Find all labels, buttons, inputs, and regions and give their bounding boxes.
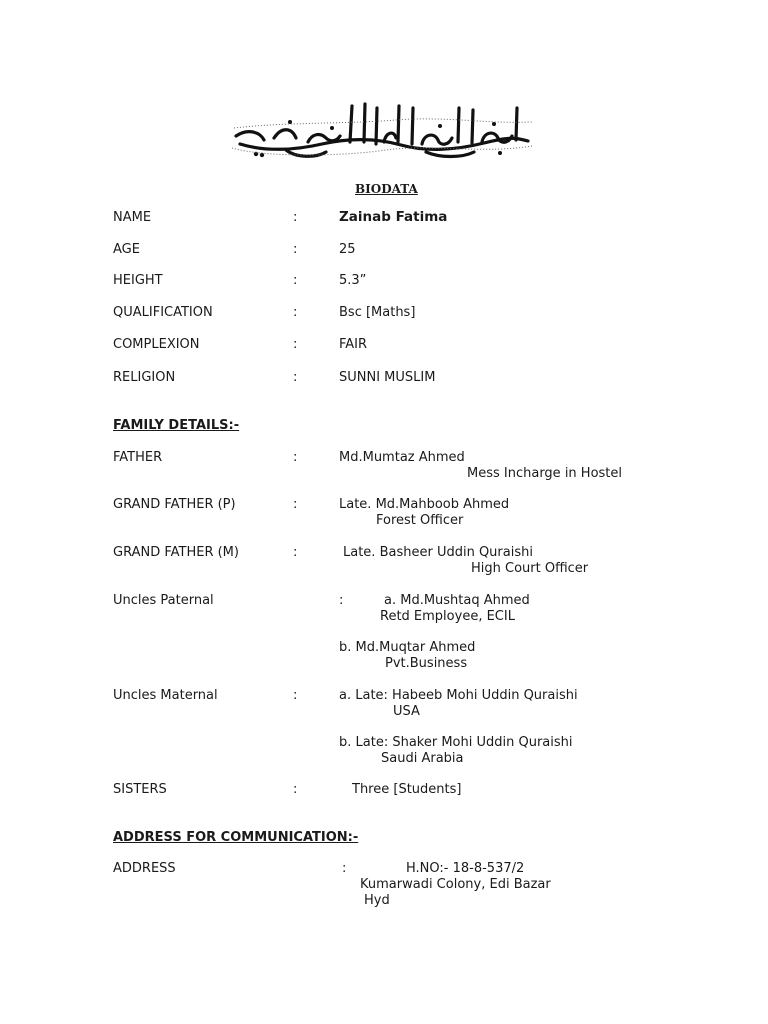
uncle-maternal-b-location: Saudi Arabia xyxy=(381,751,464,766)
family-details-heading: FAMILY DETAILS:- xyxy=(113,418,240,433)
father-label: FATHER xyxy=(113,450,163,465)
qualification-separator: : xyxy=(293,305,298,320)
age-value: 25 xyxy=(339,242,356,257)
address-line-2: Kumarwadi Colony, Edi Bazar xyxy=(360,877,551,892)
complexion-label: COMPLEXION xyxy=(113,337,200,352)
grandfather-maternal-name: Late. Basheer Uddin Quraishi xyxy=(343,545,533,560)
height-label: HEIGHT xyxy=(113,273,163,288)
name-value: Zainab Fatima xyxy=(339,209,448,225)
address-line-1: H.NO:- 18-8-537/2 xyxy=(406,861,525,876)
name-label: NAME xyxy=(113,210,152,225)
uncle-paternal-b-name: b. Md.Muqtar Ahmed xyxy=(339,640,476,655)
sisters-separator: : xyxy=(293,782,298,797)
address-heading: ADDRESS FOR COMMUNICATION:- xyxy=(113,830,359,845)
religion-label: RELIGION xyxy=(113,370,176,385)
uncles-maternal-separator: : xyxy=(293,688,298,703)
uncle-paternal-a-name: a. Md.Mushtaq Ahmed xyxy=(384,593,530,608)
age-label: AGE xyxy=(113,242,140,257)
grandfather-paternal-name: Late. Md.Mahboob Ahmed xyxy=(339,497,510,512)
sisters-value: Three [Students] xyxy=(352,782,462,797)
uncle-maternal-b-name: b. Late: Shaker Mohi Uddin Quraishi xyxy=(339,735,573,750)
address-label: ADDRESS xyxy=(113,861,176,876)
grandfather-paternal-occupation: Forest Officer xyxy=(376,513,464,528)
grandfather-paternal-separator: : xyxy=(293,497,298,512)
uncles-paternal-separator: : xyxy=(339,593,344,608)
uncles-paternal-label: Uncles Paternal xyxy=(113,593,214,608)
address-line-3: Hyd xyxy=(364,893,390,908)
document-title: BIODATA xyxy=(355,182,418,196)
age-separator: : xyxy=(293,242,298,257)
uncles-maternal-label: Uncles Maternal xyxy=(113,688,218,703)
grandfather-maternal-occupation: High Court Officer xyxy=(471,561,589,576)
qualification-label: QUALIFICATION xyxy=(113,305,213,320)
religion-value: SUNNI MUSLIM xyxy=(339,370,436,385)
name-separator: : xyxy=(293,210,298,225)
uncle-maternal-a-location: USA xyxy=(393,704,420,719)
grandfather-maternal-label: GRAND FATHER (M) xyxy=(113,545,239,560)
sisters-label: SISTERS xyxy=(113,782,167,797)
address-separator: : xyxy=(342,861,347,876)
uncle-paternal-b-occupation: Pvt.Business xyxy=(385,656,468,671)
grandfather-paternal-label: GRAND FATHER (P) xyxy=(113,497,236,512)
grandfather-maternal-separator: : xyxy=(293,545,298,560)
father-name: Md.Mumtaz Ahmed xyxy=(339,450,465,465)
height-separator: : xyxy=(293,273,298,288)
religion-separator: : xyxy=(293,370,298,385)
father-occupation: Mess Incharge in Hostel xyxy=(467,466,623,481)
father-separator: : xyxy=(293,450,298,465)
qualification-value: Bsc [Maths] xyxy=(339,305,416,320)
uncle-maternal-a-name: a. Late: Habeeb Mohi Uddin Quraishi xyxy=(339,688,578,703)
height-value: 5.3” xyxy=(339,273,367,288)
complexion-value: FAIR xyxy=(339,337,368,352)
complexion-separator: : xyxy=(293,337,298,352)
bismillah-calligraphy xyxy=(226,98,538,160)
uncle-paternal-a-occupation: Retd Employee, ECIL xyxy=(380,609,515,624)
